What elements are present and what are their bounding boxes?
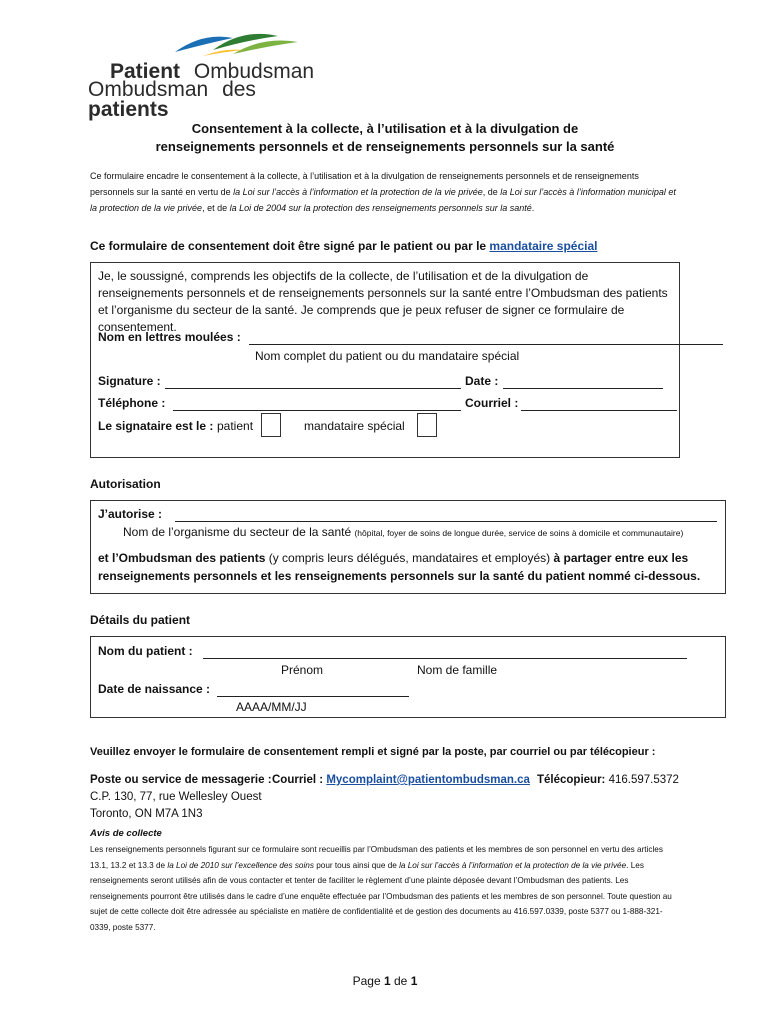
notice-law-1: la Loi de 2010 sur l’excellence des soins <box>167 860 314 870</box>
page-mid: de <box>390 974 411 988</box>
notice-heading: Avis de collecte <box>90 828 162 839</box>
logo <box>88 30 328 121</box>
consent-heading <box>90 239 597 253</box>
submission-email <box>272 772 530 789</box>
logo-line2-plain: Ombudsman <box>88 78 209 101</box>
submission-instruction: Veuillez envoyer le formulaire de consentement rempli et signé par la poste, par courriel ou par télécopieur : <box>90 746 656 758</box>
notice-law-2: la Loi sur l’accès à l’information et la protection de la vie privée <box>399 860 627 870</box>
notice-text-2: pour tous ainsi que de <box>313 860 400 870</box>
submission-fax <box>537 772 679 789</box>
fax-number: 416.597.5372 <box>608 774 679 786</box>
patient-details-box <box>90 636 726 718</box>
dob-field[interactable] <box>217 681 409 697</box>
print-name-field[interactable] <box>249 329 723 345</box>
intro-law-3: la Loi de 2004 sur la protection des renseignements personnels sur la santé <box>229 203 532 213</box>
authorization-text-plain: (y compris leurs délégués, mandataires et employés) <box>265 551 554 565</box>
page-footer <box>0 974 770 988</box>
notice-text-3: . Les renseignements seront utilisés afin de vous contacter et tenter de faciliter le règlement d’une plainte déposée devant l’Ombudsman des patients. Les renseignements pourront être utilisés dans le cadre d’une enquête effectuée par l’Ombudsman des patients et les membres de son personnel. Toute question au sujet de cette collecte doit être adressée au spécialiste en matière de confidentialité et de gestion des documents au 416.597.0339, poste 5377 ou 1-888-321-0339, poste 5377. <box>90 860 672 932</box>
consent-box <box>90 262 680 458</box>
intro-paragraph <box>90 168 680 216</box>
agent-checkbox[interactable] <box>417 413 437 437</box>
intro-text-2: , de <box>482 187 501 197</box>
email-field[interactable] <box>521 395 677 411</box>
notice-text-1: Les renseignements personnels figurant sur ce formulaire sont recueillis par l’Ombudsman des patients et les membres de son personnel en vertu des articles 13.1, 13.2 et 13.3 de <box>90 845 663 870</box>
first-name-hint: Prénom <box>281 663 324 677</box>
phone-label: Téléphone : <box>98 396 166 410</box>
submission-email-link[interactable]: Mycomplaint@patientombudsman.ca <box>326 774 530 786</box>
intro-law-2: la Loi sur l’accès à l’information municipal et la protection de la vie privée <box>90 187 676 213</box>
organization-hint-small: (hôpital, foyer de soins de longue durée, service de soins à domicile et communautaire) <box>354 528 684 538</box>
intro-law-1: la Loi sur l’accès à l’information et la protection de la vie privée <box>233 187 483 197</box>
dob-label: Date de naissance : <box>98 682 211 696</box>
submission-email-label: Courriel : <box>272 774 324 786</box>
logo-line1-bold: Patient <box>110 60 181 83</box>
intro-text-4: . <box>531 203 535 213</box>
notice-text <box>90 842 680 935</box>
page-title <box>90 120 680 156</box>
option-patient-label: patient <box>217 419 254 433</box>
signatory-label: Le signataire est le : <box>98 419 214 433</box>
page-total: 1 <box>410 974 418 988</box>
patient-name-label: Nom du patient : <box>98 644 193 658</box>
logo-mark-icon <box>173 30 323 58</box>
authorization-text-bold-2: à partager entre eux les renseignements personnels et les renseignements personnels sur la santé du patient nommé ci-dessous. <box>98 551 701 583</box>
patient-details-heading: Détails du patient <box>90 613 191 627</box>
last-name-hint: Nom de famille <box>417 663 498 677</box>
print-name-hint: Nom complet du patient ou du mandataire spécial <box>255 349 520 363</box>
intro-text-1: Ce formulaire encadre le consentement à la collecte, à l’utilisation et à la divulgation de renseignements personnels et de renseignements personnels sur la santé en vertu de <box>90 171 639 197</box>
authorization-heading: Autorisation <box>90 477 161 491</box>
phone-field[interactable] <box>173 395 461 411</box>
consent-statement: Je, le soussigné, comprends les objectifs de la collecte, de l’utilisation et de la divulgation de renseignements personnels et de renseignements personnels sur la santé entre l’Ombudsman des patients et l’organisme du secteur de la santé. Je comprends que je peux refuser de signer ce formulaire de consentement. <box>98 269 668 334</box>
logo-line2-des: des <box>222 78 256 101</box>
patient-checkbox[interactable] <box>261 413 281 437</box>
option-agent-label: mandataire spécial <box>304 419 405 433</box>
page-prefix: Page <box>352 974 384 988</box>
authorization-text-bold-1: et l’Ombudsman des patients <box>98 551 266 565</box>
fax-label: Télécopieur: <box>537 774 606 786</box>
organization-field[interactable] <box>175 506 717 522</box>
patient-name-field[interactable] <box>203 643 687 659</box>
title-line-2: renseignements personnels et de renseignements personnels sur la santé <box>155 139 615 154</box>
intro-text-3: , et de <box>202 203 230 213</box>
consent-heading-text: Ce formulaire de consentement doit être signé par le patient ou par le <box>90 239 490 253</box>
authorization-text <box>98 549 718 585</box>
page-number: 1 <box>383 974 391 988</box>
dob-hint: AAAA/MM/JJ <box>236 700 307 714</box>
title-line-1: Consentement à la collecte, à l’utilisation et à la divulgation de <box>191 121 579 136</box>
authorization-box <box>90 500 726 594</box>
logo-line2-bold: patients <box>88 98 169 121</box>
signature-label: Signature : <box>98 374 161 388</box>
date-label: Date : <box>465 374 499 388</box>
mail-label: Poste ou service de messagerie : <box>90 774 272 786</box>
print-name-label: Nom en lettres moulées : <box>98 330 241 344</box>
authorize-label: J’autorise : <box>98 507 163 521</box>
organization-hint-main: Nom de l’organisme du secteur de la santé <box>123 525 352 539</box>
organization-hint <box>123 524 683 542</box>
email-label: Courriel : <box>465 396 519 410</box>
address-line-1: C.P. 130, 77, rue Wellesley Ouest <box>90 791 262 803</box>
date-field[interactable] <box>503 373 663 389</box>
logo-line1-plain: Ombudsman <box>193 60 315 83</box>
signature-field[interactable] <box>165 373 461 389</box>
mandataire-link[interactable]: mandataire spécial <box>489 239 598 253</box>
address-line-2: Toronto, ON M7A 1N3 <box>90 808 203 820</box>
